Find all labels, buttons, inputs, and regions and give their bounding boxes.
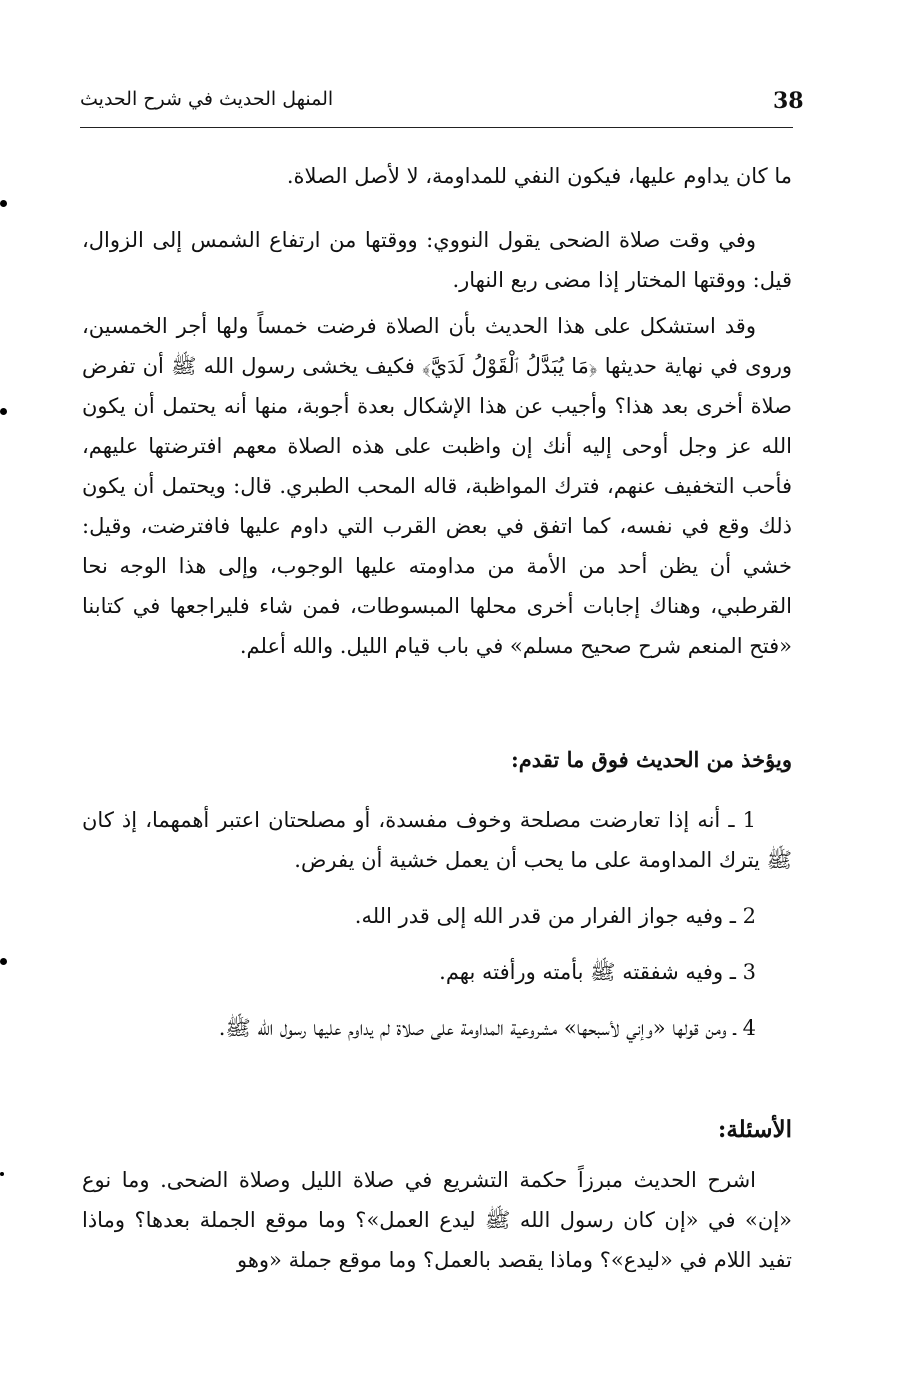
lesson-3: 3 ـ وفيه شفقته ﷺ بأمته ورأفته بهم. (439, 960, 756, 984)
lesson-4: 4 ـ ومن قولها «وإني لأسبحها» مشروعية المداومة على صلاة لم يداوم عليها رسول الله ﷺ. (218, 1016, 756, 1040)
margin-mark (0, 200, 7, 207)
lesson-1: 1 ـ أنه إذا تعارضت مصلحة وخوف مفسدة، أو مصلحتان اعتبر أهمهما، إذ كان ﷺ يترك المداومة على ما يحب أن يعمل خشية أن يفرض. (82, 808, 792, 872)
margin-mark (0, 408, 7, 415)
page-number: 38 (773, 88, 804, 114)
paragraph-2: وفي وقت صلاة الضحى يقول النووي: ووقتها من ارتفاع الشمس إلى الزوال، قيل: ووقتها المختار إذا مضى ربع النهار. (82, 228, 792, 292)
questions-heading: الأسئلة: (717, 1116, 792, 1143)
paragraph-1: ما كان يداوم عليها، فيكون النفي للمداومة، لا لأصل الصلاة. (286, 164, 792, 188)
running-head: المنهل الحديث في شرح الحديث (80, 88, 334, 110)
header-rule (80, 127, 793, 128)
margin-mark (0, 1172, 4, 1176)
margin-mark (0, 958, 7, 965)
lessons-heading: ويؤخذ من الحديث فوق ما تقدم: (511, 747, 792, 772)
paragraph-3: وقد استشكل على هذا الحديث بأن الصلاة فرضت خمساً ولها أجر الخمسين، وروى في نهاية حديثها ﴿مَا يُبَدَّلُ ٱلْقَوْلُ لَدَيَّ﴾ فكيف يخشى رسول الله ﷺ أن تفرض صلاة أخرى بعد هذا؟ وأجيب عن هذا الإشكال بعدة أجوبة، منها أنه يحتمل أن يكون الله عز وجل أوحى إليه أنك إن واظبت على هذه الصلاة معهم افترضتها عليهم، فأحب التخفيف عنهم، فترك المواظبة، قاله المحب الطبري. قال: ويحتمل أن يكون ذلك وقع في نفسه، كما اتفق في بعض القرب التي داوم عليها فافترضت، وقيل: خشي أن يظن أحد من الأمة من مداومته عليها الوجوب، وإلى هذا الوجه نحا القرطبي، وهناك إجابات أخرى محلها المبسوطات، فمن شاء فليراجعها في كتابنا «فتح المنعم شرح صحيح مسلم» في باب قيام الليل. والله أعلم. (82, 314, 792, 658)
lesson-2: 2 ـ وفيه جواز الفرار من قدر الله إلى قدر الله. (354, 904, 756, 928)
questions-text: اشرح الحديث مبرزاً حكمة التشريع في صلاة الليل وصلاة الضحى. وما نوع «إن» في «إن كان رسول الله ﷺ ليدع العمل»؟ وما موقع الجملة بعدها؟ وماذا تفيد اللام في «ليدع»؟ وماذا يقصد بالعمل؟ وما موقع جملة «وهو (82, 1168, 792, 1272)
